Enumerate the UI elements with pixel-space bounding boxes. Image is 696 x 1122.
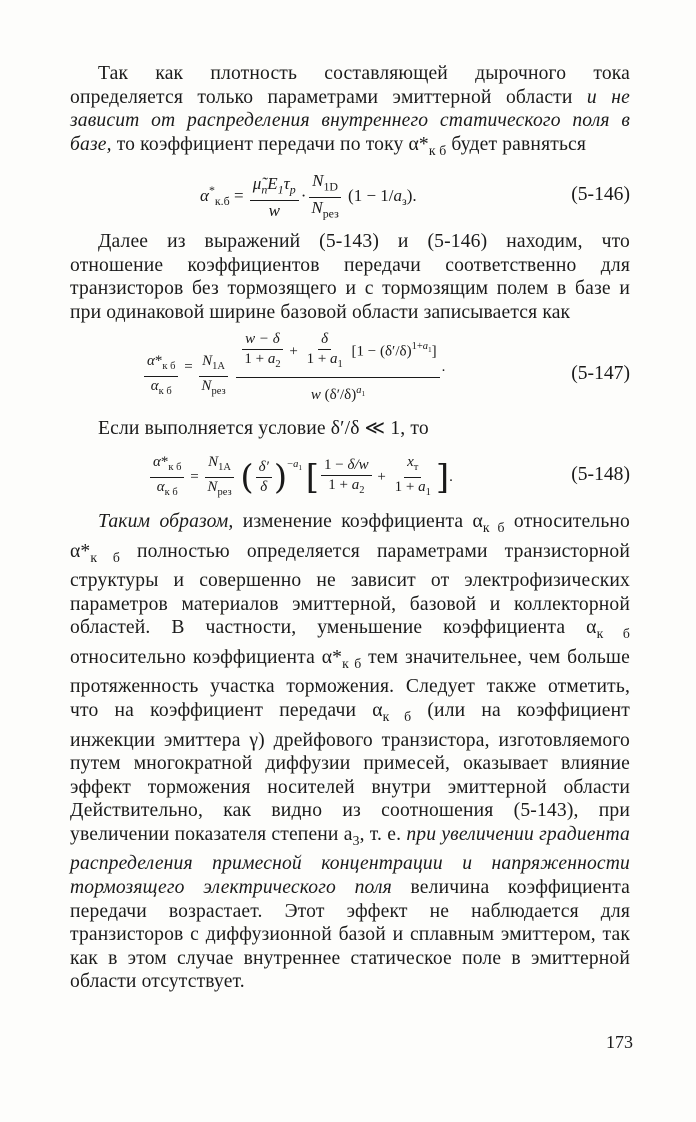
paragraph-2: Далее из выражений (5-143) и (5-146) находим, что отношение коэффициентов передачи соответственно для транзисторов без тормозящего и с тормозящим полем в базе и при одинаковой ширине базовой области записывается как: [70, 231, 630, 324]
paragraph-4: Таким образом, изменение коэффициента $\alpha_{к б}$ относительно $\alpha*_{к б}$ полностью определяется параметрами транзисторной структуры и совершенно не зависит от электрофизических параметров материалов эмиттерной, базовой и коллекторной областей. В частности, уменьшение коэффициента $\alpha_{к б}$ относительно коэффициента $\alpha*_{к б}$ тем значительнее, чем больше протяженность участка торможения. Следует также отметить, что на коэффициент передачи $\alpha_{к б}$ (или на коэффициент инжекции эмиттера γ) дрейфового транзистора, изготовляемого путем многократной диффузии примесей, оказывает влияние эффект торможения носителей внутри эмиттерной области Действительно, как видно из соотношения (5-143), при увеличении показателя степени $a_3$, т. е. при увеличении градиента распределения примесной концентрации и напряженности тормозящего электрического поля величина коэффициента передачи возрастает. Этот эффект не наблюдается для транзисторов с диффузионной базой и сплавным эмиттером, так как в этом случае внутреннее статическое поле в эмиттерной области отсутствует.: [70, 511, 630, 993]
paragraph-1: Так как плотность составляющей дырочного тока определяется только параметрами эмиттерной области и не зависит от распределения внутреннего статического поля в базе, то коэффициент передачи по току $\alpha*_{к б}$ будет равняться: [70, 63, 630, 158]
page-number: 173: [606, 1032, 633, 1052]
equation-number: (5-147): [571, 362, 630, 384]
equation-number: (5-146): [571, 184, 630, 206]
page-body: [70, 62, 630, 994]
equation-5-148: $\frac{\alpha*_{к б}}{\alpha_{к б}}$ = $\frac{N_{1A}}{N_{рез}}$ ( $\frac{\delta'}{\delta}$ )$^{-a_1}$ [ $\frac{1 - \delta/w}{1 + a_2}$ + $\frac{x_т}{1 + a_1}$ ]. (5-148): [70, 440, 630, 510]
equation-number: (5-148): [571, 464, 630, 486]
equation-5-146: $\alpha^*_{к.б}$ = $\frac{\mũ_nE_1\tau_p}{w}$ · $\frac{N_{1D}}{N_{рез}}$ $(1 - 1/a_з)$. (5-146): [200, 171, 630, 221]
paragraph-3: Если выполняется условие δ′/δ ≪ 1, то: [98, 417, 429, 439]
equation-5-147: $\frac{\alpha*_{к б}}{\alpha_{к б}}$ = $\frac{N_{1A}}{N_{рез}}$ $\frac{w - \delta}{1 + a_2}$ + $\frac{\delta}{1 + a_1}$ $[1 - (\delta'/\delta)^{1+a_1}]$ w $(\delta'/\delta)^{a_1}$ . (5-147): [70, 325, 630, 417]
